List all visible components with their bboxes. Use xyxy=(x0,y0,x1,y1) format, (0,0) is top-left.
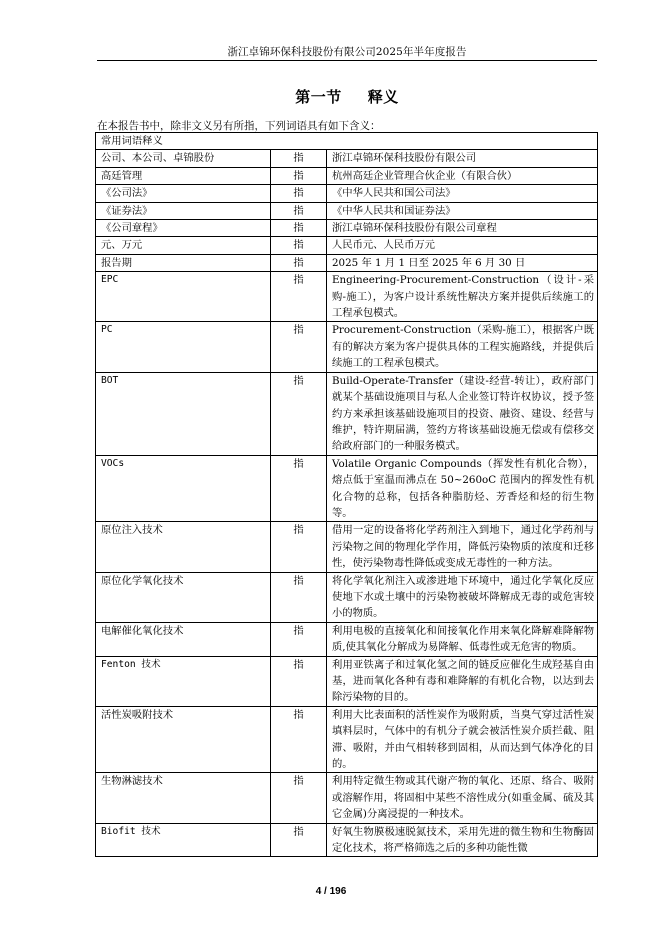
separator-cell: 指 xyxy=(271,522,327,572)
separator-cell: 指 xyxy=(271,706,327,773)
report-header: 浙江卓锦环保科技股份有限公司2025年半年度报告 xyxy=(227,46,467,58)
separator-cell: 指 xyxy=(271,150,327,167)
table-caption-row xyxy=(96,133,598,150)
definition-cell: 《中华人民共和国证券法》 xyxy=(327,202,598,219)
definition-cell: 借用一定的设备将化学药剂注入到地下，通过化学药剂与污染物之间的物理化学作用，降低污染物质的浓度和迁移性，使污染物毒性降低或变成无毒性的一种方法。 xyxy=(327,522,598,572)
separator-cell: 指 xyxy=(271,773,327,823)
separator-cell: 指 xyxy=(271,372,327,455)
intro-text: 在本报告书中，除非文义另有所指，下列词语具有如下含义： xyxy=(97,120,381,132)
definition-cell: 利用特定微生物或其代谢产物的氧化、还原、络合、吸附或溶解作用，将固相中某些不溶性成分(如重金属、硫及其它金属)分离浸提的一种技术。 xyxy=(327,773,598,823)
table-row xyxy=(96,202,598,219)
definition-cell: 好氧生物膜极速脱氮技术，采用先进的微生物和生物酶固定化技术，将严格筛选之后的多种功能性微 xyxy=(327,823,598,857)
term-cell: 高廷管理 xyxy=(96,167,271,184)
table-row xyxy=(96,622,598,656)
page-number: 4 / 196 xyxy=(315,886,347,897)
table-row xyxy=(96,237,598,254)
term-cell: BOT xyxy=(96,372,271,455)
section-number: 第一节 xyxy=(295,88,342,106)
table-row xyxy=(96,272,598,322)
section-title xyxy=(97,86,597,107)
term-cell: 生物淋滤技术 xyxy=(96,773,271,823)
definition-cell: 杭州高廷企业管理合伙企业（有限合伙） xyxy=(327,167,598,184)
table-row xyxy=(96,220,598,237)
table-row xyxy=(96,167,598,184)
term-cell: 电解催化氧化技术 xyxy=(96,622,271,656)
separator-cell: 指 xyxy=(271,272,327,322)
table-row xyxy=(96,773,598,823)
separator-cell: 指 xyxy=(271,185,327,202)
definition-cell: 利用电极的直接氧化和间接氧化作用来氧化降解难降解物质,使其氧化分解成为易降解、低毒性或无危害的物质。 xyxy=(327,622,598,656)
term-cell: Fenton 技术 xyxy=(96,656,271,706)
table-row xyxy=(96,656,598,706)
table-row xyxy=(96,522,598,572)
table-row xyxy=(96,254,598,271)
term-cell: 活性炭吸附技术 xyxy=(96,706,271,773)
table-row xyxy=(96,706,598,773)
definition-cell: 《中华人民共和国公司法》 xyxy=(327,185,598,202)
definition-cell: 浙江卓锦环保科技股份有限公司章程 xyxy=(327,220,598,237)
separator-cell: 指 xyxy=(271,220,327,237)
term-cell: Biofit 技术 xyxy=(96,823,271,857)
table-row xyxy=(96,150,598,167)
separator-cell: 指 xyxy=(271,823,327,857)
table-row xyxy=(96,823,598,857)
section-name: 释义 xyxy=(367,88,399,106)
table-row xyxy=(96,455,598,522)
table-row xyxy=(96,372,598,455)
separator-cell: 指 xyxy=(271,167,327,184)
definitions-table xyxy=(95,132,598,857)
definition-cell: Volatile Organic Compounds（挥发性有机化合物），熔点低于室温而沸点在 50~260oC 范围内的挥发性有机化合物的总称，包括各种脂肪烃、芳香烃和烃的衍生物等。 xyxy=(327,455,598,522)
term-cell: 原位注入技术 xyxy=(96,522,271,572)
term-cell: 《公司法》 xyxy=(96,185,271,202)
definition-cell: 浙江卓锦环保科技股份有限公司 xyxy=(327,150,598,167)
definition-cell: Engineering-Procurement-Construction（设计-采购-施工），为客户设计系统性解决方案并提供后续施工的工程承包模式。 xyxy=(327,272,598,322)
definition-cell: 人民币元、人民币万元 xyxy=(327,237,598,254)
term-cell: EPC xyxy=(96,272,271,322)
term-cell: 《公司章程》 xyxy=(96,220,271,237)
term-cell: 元、万元 xyxy=(96,237,271,254)
term-cell: 《证券法》 xyxy=(96,202,271,219)
term-cell: 原位化学氧化技术 xyxy=(96,572,271,622)
header-rule xyxy=(97,60,597,61)
definition-cell: Procurement-Construction（采购-施工），根据客户既有的解决方案为客户提供具体的工程实施路线，并提供后续施工的工程承包模式。 xyxy=(327,322,598,372)
table-caption: 常用词语释义 xyxy=(96,133,598,150)
term-cell: 公司、本公司、卓锦股份 xyxy=(96,150,271,167)
term-cell: PC xyxy=(96,322,271,372)
definition-cell: 利用亚铁离子和过氧化氢之间的链反应催化生成羟基自由基，进而氧化各种有毒和难降解的有机化合物，以达到去除污染物的目的。 xyxy=(327,656,598,706)
table-row xyxy=(96,322,598,372)
separator-cell: 指 xyxy=(271,237,327,254)
term-cell: VOCs xyxy=(96,455,271,522)
separator-cell: 指 xyxy=(271,656,327,706)
term-cell: 报告期 xyxy=(96,254,271,271)
separator-cell: 指 xyxy=(271,622,327,656)
separator-cell: 指 xyxy=(271,455,327,522)
separator-cell: 指 xyxy=(271,572,327,622)
definition-cell: 2025 年 1 月 1 日至 2025 年 6 月 30 日 xyxy=(327,254,598,271)
definition-cell: Build-Operate-Transfer（建设-经营-转让），政府部门就某个基础设施项目与私人企业签订特许权协议，授予签约方来承担该基础设施项目的投资、融资、建设、经营与维护，特许期届满，签约方将该基础设施无偿或有偿移交给政府部门的一种服务模式。 xyxy=(327,372,598,455)
definition-cell: 将化学氧化剂注入或渗进地下环境中，通过化学氧化反应使地下水或土壤中的污染物被破坏降解成无毒的或危害较小的物质。 xyxy=(327,572,598,622)
separator-cell: 指 xyxy=(271,254,327,271)
separator-cell: 指 xyxy=(271,322,327,372)
table-row xyxy=(96,185,598,202)
separator-cell: 指 xyxy=(271,202,327,219)
definition-cell: 利用大比表面积的活性炭作为吸附质，当臭气穿过活性炭填料层时，气体中的有机分子就会被活性炭介质拦截、阻滞、吸附，并由气相转移到固相，从而达到气体净化的目的。 xyxy=(327,706,598,773)
table-row xyxy=(96,572,598,622)
